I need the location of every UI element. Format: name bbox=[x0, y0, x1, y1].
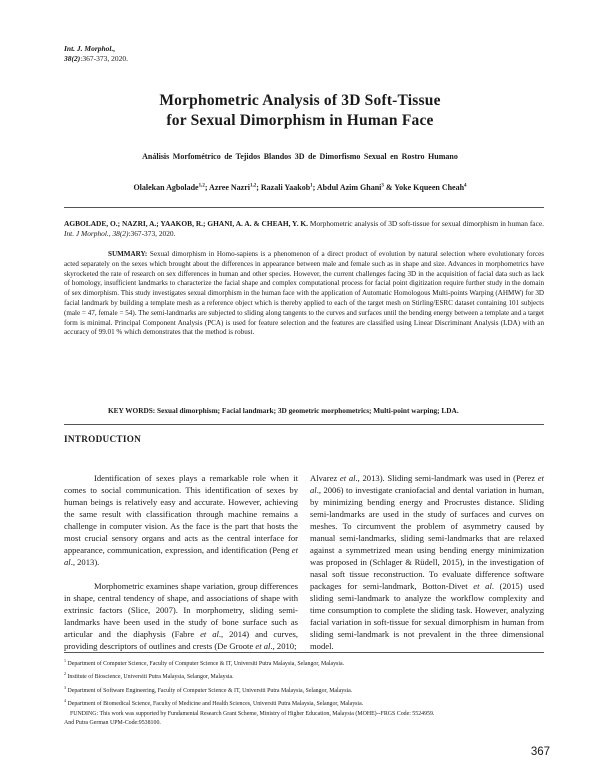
paragraph-text: ., 2014) and curves, providing descriptors of outlines and crests (De Groote bbox=[64, 629, 299, 651]
author-separator: ; bbox=[204, 183, 210, 192]
citation-authors: AGBOLADE, O.; NAZRI, A.; YAAKOB, R.; GHANI, A. A. & CHEAH, Y. K. bbox=[64, 219, 309, 228]
citation-block bbox=[64, 219, 544, 239]
footnote-text: Department of Software Engineering, Faculty of Computer Science & IT, Universiti Putra Malaysia, Selangor, Malaysia. bbox=[66, 687, 353, 694]
et-al: et al bbox=[200, 629, 219, 639]
author-name: Abdul Azim Ghani bbox=[316, 183, 382, 192]
author-affiliation: 1,2 bbox=[249, 183, 257, 189]
paragraph bbox=[310, 472, 544, 652]
citation-title: Morphometric analysis of 3D soft-tissue for sexual dimorphism in human face. bbox=[308, 219, 544, 228]
author-name: Olalekan Agbolade bbox=[133, 183, 199, 192]
abstract-text: Sexual dimorphism in Homo-sapiens is a phenomenon of a direct product of evolution by natural selection where evolutionary forces acted separately on the sexes which brought about the differences in appearance between male and female such as in shape and size. Advances in morphometrics have skyrocketed the rate of research on sex differences in human and other species. However, the current challenges facing 3D in the acquisition of facial data such as lack of homology, insufficient landmarks to characterize the facial shape and complex computational process for facial point digitization require further study in the domain of sex dimorphism. This study investigates sexual dimorphism in the human face with the application of Automatic Homologous Multi-points Warping (AHMW) for 3D facial landmark by building a template mesh as a reference object which is thereby applied to each of the target mesh on Stirling/ESRC dataset containing 101 subjects (male = 47, female = 54). The semi-landmarks are subjected to sliding along tangents to the curves and surfaces until the bending energy between a template and a target form is minimal. Principal Component Analysis (PCA) is used for feature selection and the features are classified using Linear Discriminant Analysis (LDA) with an accuracy of 99.01 % which demonstrates that the method is robust. bbox=[64, 250, 544, 337]
author-affiliation: 3 bbox=[381, 183, 384, 189]
et-al: et al bbox=[473, 581, 492, 591]
citation-journal: Int. J Morphol., 38(2) bbox=[64, 228, 129, 238]
title-line-1: Morphometric Analysis of 3D Soft-Tissue bbox=[159, 92, 441, 109]
paragraph-text: ., 2006) to investigate craniofacial and dental variation in human, by minimizing bending energy and Procrustes distance. Sliding semi-landmarks are used in the study of surfaces and curves on meshes. To circumvent the problem of asymmetry caused by manual semi-landmarks, sliding semi-landmarks that are relaxed against a symmetrized mean using bending energy minimization was proposed in (Schlager & Rüdell, 2015), in the investigation of nasal soft tissue reconstruction. To evaluate difference software packages for semi-landmark, Botton-Divet bbox=[310, 485, 544, 591]
et-al: et al bbox=[64, 545, 298, 567]
journal-name: Int. J. Morphol., bbox=[64, 44, 116, 53]
et-al: et al bbox=[255, 641, 271, 651]
journal-pages-year: :367-373, 2020. bbox=[80, 53, 128, 63]
paragraph bbox=[64, 580, 298, 652]
footnote bbox=[64, 669, 544, 682]
paragraph-text: ., 2010; bbox=[270, 641, 297, 651]
spanish-title: Análisis Morfométrico de Tejidos Blandos 3D de Dimorfismo Sexual en Rostro Humano bbox=[142, 152, 458, 161]
journal-volume: 38(2) bbox=[64, 53, 81, 63]
keywords-text: Sexual dimorphism; Facial landmark; 3D geometric morphometrics; Multi-point warping; LDA. bbox=[155, 406, 459, 415]
footnote-text: Department of Computer Science, Faculty of Computer Science & IT, Universiti Putra Malaysia, Selangor, Malaysia. bbox=[66, 660, 345, 667]
journal-volume-pages bbox=[64, 54, 128, 64]
right-column bbox=[310, 472, 544, 652]
paragraph bbox=[64, 472, 298, 568]
journal-reference bbox=[64, 44, 128, 63]
author-list bbox=[0, 183, 600, 192]
paragraph-text: . (2015) used sliding semi-landmark to analyze the workflow complexity and time consumption to complete the sliding task. However, analyzing facial variation in soft-tissue for sexual dimorphism in human from sliding semi-landmark is not prevalent in the three dimensional model. bbox=[310, 581, 544, 651]
footnote bbox=[64, 656, 544, 669]
page-number: 367 bbox=[530, 746, 550, 758]
footnote-marker: 1 bbox=[64, 658, 66, 663]
paragraph-text: Morphometric examines shape variation, group differences in shape, central tendency of shape, and associations of shape with extrinsic factors (Slice, 2007). In morphometry, sliding semi-landmarks have been used in the study of bone surface such as articular and the diaphysis (Fabre bbox=[64, 581, 298, 639]
keywords-label: KEY WORDS: bbox=[108, 406, 156, 415]
author-separator: & bbox=[383, 183, 395, 192]
paper-title bbox=[0, 91, 600, 130]
author-affiliation: 1,2 bbox=[198, 183, 205, 189]
footnotes bbox=[64, 656, 544, 729]
title-line-2: for Sexual Dimorphism in Human Face bbox=[166, 111, 434, 129]
author-separator: ; bbox=[312, 183, 317, 192]
abstract-divider bbox=[64, 424, 544, 425]
footnote-text: Department of Biomedical Science, Faculty of Medicine and Health Sciences, Universiti Putra Malaysia, Selangor, Malaysia. bbox=[66, 701, 364, 708]
footnote-marker: 3 bbox=[64, 684, 66, 690]
et-al: et al bbox=[339, 473, 356, 483]
footnote bbox=[64, 696, 544, 709]
author-affiliation: 4 bbox=[464, 183, 467, 189]
author-affiliation: 1 bbox=[310, 183, 313, 189]
author-name: Yoke Kqueen Cheah bbox=[394, 183, 465, 192]
top-divider bbox=[64, 207, 544, 208]
footnote-funding: And Putra German UPM-Code:9538100. bbox=[64, 720, 161, 727]
paragraph-text: Identification of sexes plays a remarkable role when it comes to social communication. This identification of sexes by human beings is relatively easy and accurate. However, achieving the same result with classification through machine remains a challenge in computer vision. As the face is the part that hosts the most crucial sensory organs and acts as the central interface for appearance, communication, expression, and identification (Peng bbox=[64, 473, 298, 555]
author-separator: ; bbox=[256, 183, 261, 192]
paragraph-text: ., 2013). Sliding semi-landmark was used in (Perez bbox=[355, 473, 538, 483]
footnote-marker: 4 bbox=[64, 698, 66, 704]
footnote-divider bbox=[64, 652, 544, 653]
footnote-marker: 2 bbox=[64, 671, 66, 677]
keywords bbox=[64, 406, 544, 415]
abstract bbox=[64, 250, 544, 338]
abstract-label: SUMMARY: bbox=[108, 250, 148, 258]
author-name: Razali Yaakob bbox=[260, 183, 311, 192]
footnote-funding: FUNDING: This work was supported by Fundamental Research Grant Scheme, Ministry of Higher Education, Malaysia (MOHE)--FRGS Code: 5524959. bbox=[70, 710, 435, 717]
footnote-text: Institute of Bioscience, Universiti Putra Malaysia, Selangor, Malaysia. bbox=[66, 674, 234, 681]
author-name: Azree Nazri bbox=[209, 183, 250, 192]
left-column bbox=[64, 472, 298, 652]
et-al: et al bbox=[310, 473, 544, 495]
paragraph-text: ., 2013). bbox=[70, 557, 100, 567]
footnote bbox=[64, 683, 544, 696]
citation-pages: :367-373, 2020. bbox=[128, 228, 176, 238]
section-heading: INTRODUCTION bbox=[64, 434, 142, 444]
paragraph-text: Alvarez bbox=[310, 473, 340, 483]
